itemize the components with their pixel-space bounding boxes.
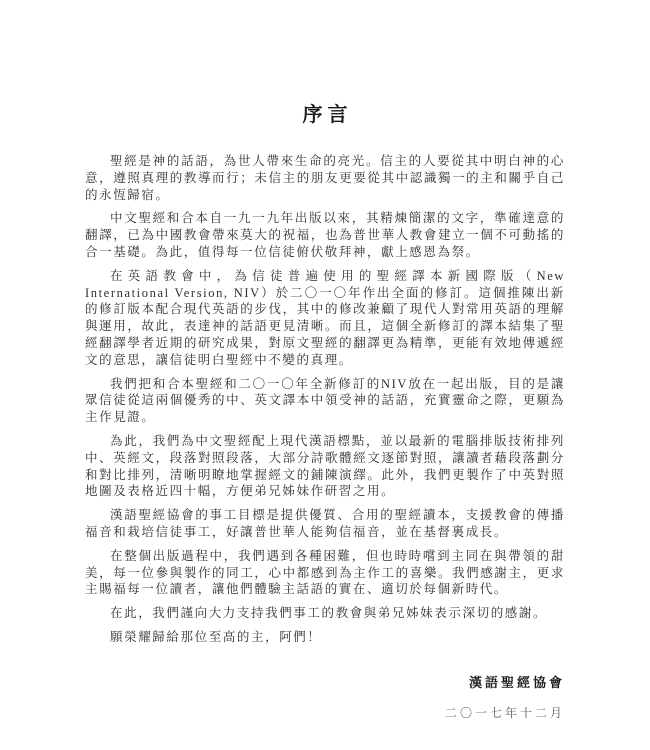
paragraph-1: 聖經是神的話語，為世人帶來生命的亮光。信主的人要從其中明白神的心意，遵照真理的教導而行；未信主的朋友更要從其中認識獨一的主和關乎自己的永恆歸宿。	[85, 154, 565, 202]
publication-date: 二〇一七年十二月	[444, 705, 565, 720]
paragraph-5: 為此，我們為中文聖經配上現代漢語標點，並以最新的電腦排版技術排列中、英經文，段落對照段落，大部分詩歌體經文逐節對照，讓讀者藉段落劃分和對比排列，清晰明瞭地掌握經文的鋪陳演繹。此外，我們更製作了中英對照地圖及表格近四十幅，方便弟兄姊妹作研習之用。	[85, 433, 565, 499]
paragraph-2: 中文聖經和合本自一九一九年出版以來，其精煉簡潔的文字，準確達意的翻譯，已為中國教會帶來莫大的祝福，也為普世華人教會建立一個不可動搖的合一基礎。為此，值得每一位信徒俯伏敬拜神，獻上感恩為祭。	[85, 211, 565, 259]
paragraph-3: 在英語教會中，為信徒普遍使用的聖經譯本新國際版（New International Version, NIV）於二〇一〇年作出全面的修訂。這個推陳出新的修訂版本配合現代英語的步伐，其中的修改兼顧了現代人對常用英語的理解與運用，故此，表達神的話語更見清晰。而且，這個全新修訂的譯本結集了聖經翻譯學者近期的研究成果，對原文聖經的翻譯更為精準，更能有效地傳遞經文的意思，讓信徒明白聖經中不變的真理。	[85, 268, 565, 367]
paragraph-4: 我們把和合本聖經和二〇一〇年全新修訂的NIV放在一起出版，目的是讓眾信徒從這兩個優秀的中、英文譯本中領受神的話語，充實靈命之際，更願為主作見證。	[85, 376, 565, 425]
page-title: 序言	[302, 104, 353, 126]
signature-block	[85, 672, 565, 721]
paragraph-9: 願榮耀歸給那位至高的主，阿們！	[110, 629, 322, 644]
preface-body	[85, 153, 565, 646]
publisher-signature: 漢語聖經協會	[468, 674, 565, 690]
paragraph-8: 在此，我們謹向大力支持我們事工的教會與弟兄姊妹表示深切的感謝。	[110, 606, 548, 621]
paragraph-7: 在整個出版過程中，我們遇到各種困難，但也時時嚐到主同在與帶領的甜美，每一位參與製作的同工，心中都感到為主作工的喜樂。我們感謝主，更求主賜福每一位讀者，讓他們體驗主話語的實在、適切於每個新時代。	[85, 548, 565, 597]
paragraph-6: 漢語聖經協會的事工目標是提供優質、合用的聖經讀本，支援教會的傳播福音和栽培信徒事工，好讓普世華人能夠信福音，並在基督裏成長。	[85, 508, 565, 539]
